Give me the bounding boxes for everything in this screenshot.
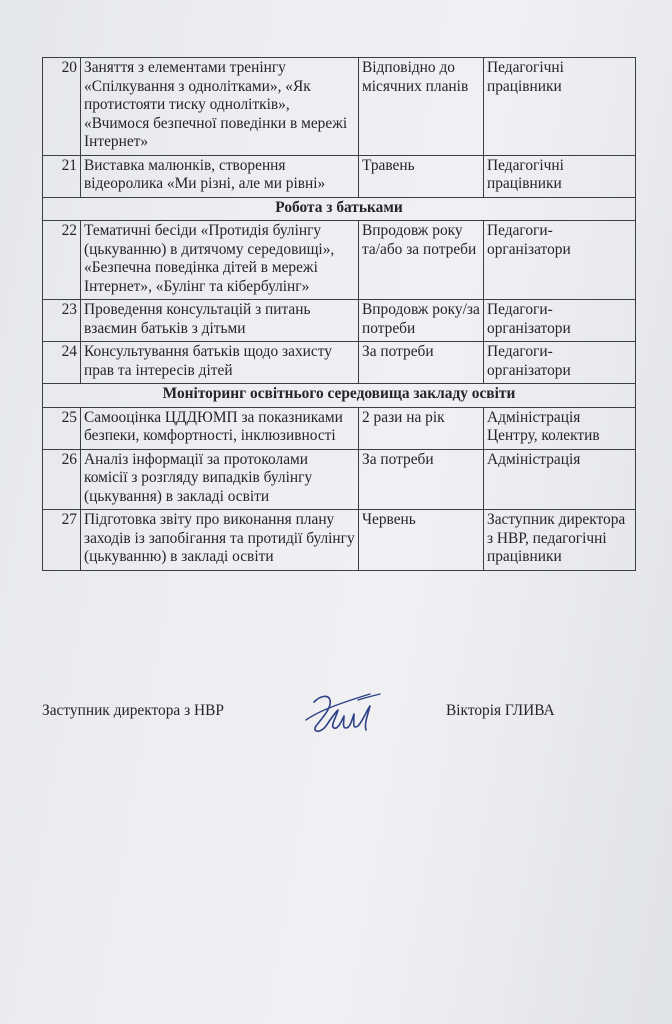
responsible-cell: Педагоги-організатори bbox=[484, 221, 636, 300]
event-cell: Проведення консультацій з питань взаємин батьків з дітьми bbox=[81, 300, 359, 342]
event-cell: Консультування батьків щодо захисту прав та інтересів дітей bbox=[81, 342, 359, 384]
event-cell: Самооцінка ЦДДЮМП за показниками безпеки, комфортності, інклюзивності bbox=[81, 407, 359, 449]
section-heading-parents: Робота з батьками bbox=[43, 197, 636, 221]
term-cell: Впродовж року/за потреби bbox=[359, 300, 484, 342]
table-row bbox=[43, 155, 636, 197]
row-number: 20 bbox=[43, 58, 81, 156]
term-cell: 2 рази на рік bbox=[359, 407, 484, 449]
row-number: 26 bbox=[43, 449, 81, 510]
event-cell: Аналіз інформації за протоколами комісії з розгляду випадків булінгу (цькування) в закладі освіти bbox=[81, 449, 359, 510]
term-cell: Впродовж року та/або за потреби bbox=[359, 221, 484, 300]
table-row bbox=[43, 510, 636, 571]
responsible-cell: Адміністрація Центру, колектив bbox=[484, 407, 636, 449]
row-number: 25 bbox=[43, 407, 81, 449]
event-cell: Виставка малюнків, створення відеоролика «Ми різні, але ми рівні» bbox=[81, 155, 359, 197]
responsible-cell: Педагоги-організатори bbox=[484, 300, 636, 342]
responsible-cell: Педагоги-організатори bbox=[484, 342, 636, 384]
row-number: 22 bbox=[43, 221, 81, 300]
row-number: 23 bbox=[43, 300, 81, 342]
term-cell: Червень bbox=[359, 510, 484, 571]
responsible-cell: Педагогічні працівники bbox=[484, 58, 636, 156]
section-heading-monitoring: Моніторинг освітнього середовища закладу освіти bbox=[43, 384, 636, 408]
events-table bbox=[42, 57, 636, 571]
event-cell: Тематичні бесіди «Протидія булінгу (цькуванню) в дитячому середовищі», «Безпечна поведінка дітей в мережі Інтернет», «Булінг та кібербулінг» bbox=[81, 221, 359, 300]
section-row bbox=[43, 384, 636, 408]
responsible-cell: Заступник директора з НВР, педагогічні працівники bbox=[484, 510, 636, 571]
table-row bbox=[43, 407, 636, 449]
table-row bbox=[43, 342, 636, 384]
term-cell: Відповідно до місячних планів bbox=[359, 58, 484, 156]
row-number: 21 bbox=[43, 155, 81, 197]
table-row bbox=[43, 449, 636, 510]
table-row bbox=[43, 58, 636, 156]
table-row bbox=[43, 300, 636, 342]
row-number: 27 bbox=[43, 510, 81, 571]
section-row bbox=[43, 197, 636, 221]
signatory-name: Вікторія ГЛИВА bbox=[446, 702, 555, 719]
handwritten-signature bbox=[300, 680, 400, 750]
event-cell: Підготовка звіту про виконання плану заходів із запобігання та протидії булінгу (цькуванню) в закладі освіти bbox=[81, 510, 359, 571]
row-number: 24 bbox=[43, 342, 81, 384]
term-cell: Травень bbox=[359, 155, 484, 197]
term-cell: За потреби bbox=[359, 449, 484, 510]
event-cell: Заняття з елементами тренінгу «Спілкування з однолітками», «Як протистояти тиску однолітків», «Вчимося безпечної поведінки в мережі Інтернет» bbox=[81, 58, 359, 156]
signatory-position: Заступник директора з НВР bbox=[42, 702, 224, 719]
responsible-cell: Педагогічні працівники bbox=[484, 155, 636, 197]
table-row bbox=[43, 221, 636, 300]
responsible-cell: Адміністрація bbox=[484, 449, 636, 510]
term-cell: За потреби bbox=[359, 342, 484, 384]
